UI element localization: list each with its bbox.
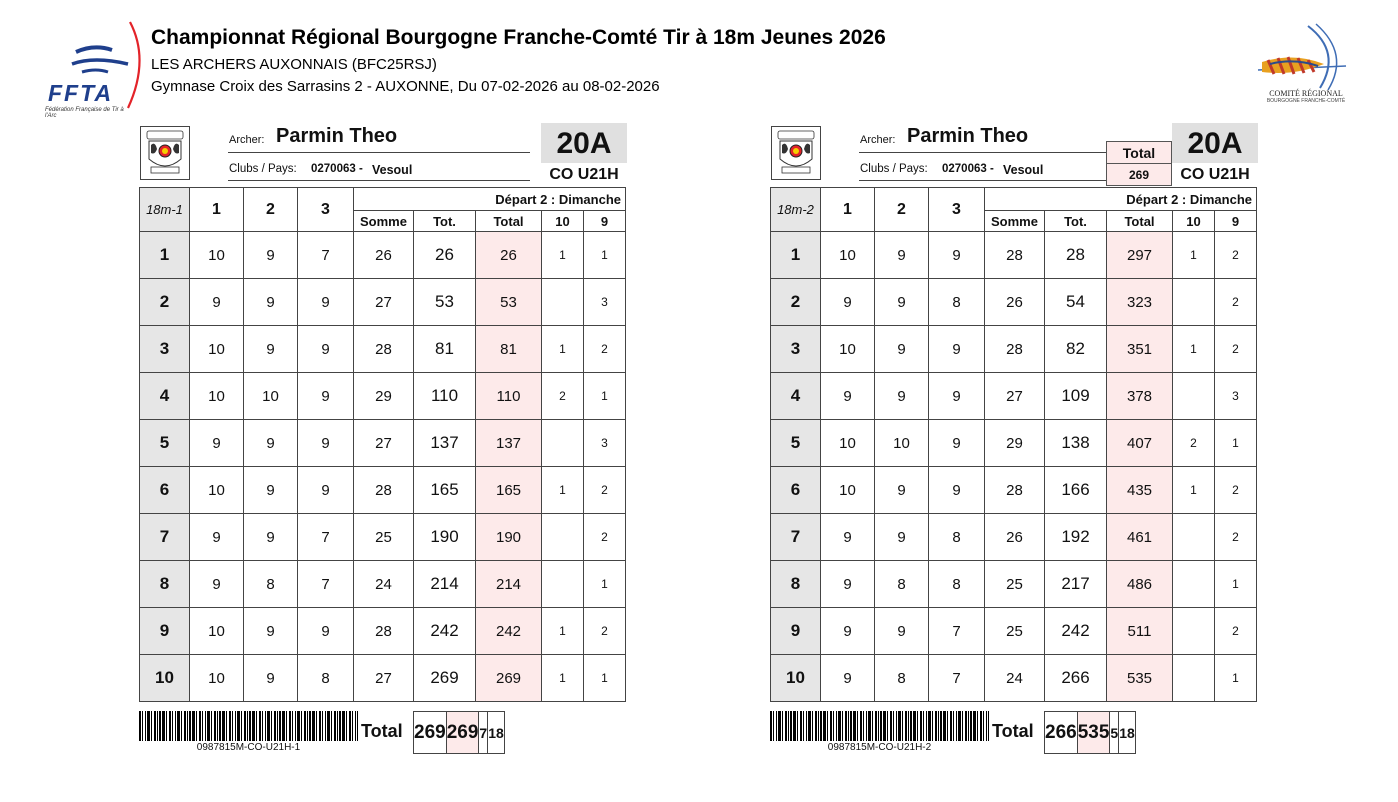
arrow-score: 9 [190,279,244,326]
arrow-score: 8 [244,561,298,608]
organizer: LES ARCHERS AUXONNAIS (BFC25RSJ) [151,56,437,73]
grand-total: 269 [446,712,479,754]
tens-count [542,279,584,326]
tens-count [542,561,584,608]
distance-running-total: 82 [1045,326,1107,373]
distance-running-total: 26 [414,232,476,279]
nines-count: 3 [584,420,626,467]
distance-total: 266 [1045,712,1078,754]
grand-total: 535 [1077,712,1110,754]
arrow-score: 9 [190,561,244,608]
tens-count: 1 [1173,326,1215,373]
tens-count: 1 [1173,467,1215,514]
distance-running-total: 53 [414,279,476,326]
arrow-score: 9 [244,608,298,655]
column-header: 10 [1173,211,1215,232]
footer-total-label: Total [361,721,403,741]
running-total: 378 [1107,373,1173,420]
arrow-score: 9 [190,514,244,561]
running-total: 486 [1107,561,1173,608]
end-sum: 25 [354,514,414,561]
end-sum: 27 [354,279,414,326]
column-header: Total [476,211,542,232]
arrow-score: 10 [821,326,875,373]
target-number: 20A [1172,123,1258,163]
arrow-score: 8 [929,561,985,608]
arrow-score: 9 [929,326,985,373]
running-total: 110 [476,373,542,420]
divider [228,152,530,153]
end-sum: 28 [985,232,1045,279]
distance-running-total: 28 [1045,232,1107,279]
arrow-score: 9 [298,326,354,373]
end-row [140,514,626,561]
archer-name: Parmin Theo [907,125,1029,147]
arrow-score: 9 [875,279,929,326]
arrow-score: 9 [298,608,354,655]
arrow-score: 9 [929,373,985,420]
barcode [770,711,989,741]
end-number: 6 [771,467,821,514]
end-row [140,279,626,326]
end-row [771,373,1257,420]
running-total: 535 [1107,655,1173,702]
arrow-score: 8 [875,655,929,702]
end-sum: 28 [354,326,414,373]
tens-count: 1 [542,467,584,514]
barcode-label: 0987815M-CO-U21H-1 [196,742,301,753]
footer-totals [413,711,504,754]
arrow-score: 9 [244,326,298,373]
arrow-score: 7 [929,608,985,655]
nines-count: 1 [1215,655,1257,702]
footer-totals [1044,711,1135,754]
running-total: 190 [476,514,542,561]
arrow-score: 9 [244,514,298,561]
distance-running-total: 109 [1045,373,1107,420]
tens-count [1173,608,1215,655]
end-number: 6 [140,467,190,514]
end-number: 8 [140,561,190,608]
running-total: 242 [476,608,542,655]
end-number: 1 [771,232,821,279]
end-sum: 24 [354,561,414,608]
end-sum: 27 [354,655,414,702]
running-total: 26 [476,232,542,279]
nines-count: 1 [1215,561,1257,608]
end-sum: 25 [985,608,1045,655]
tens-count: 1 [1173,232,1215,279]
target-number: 20A [541,123,627,163]
archer-name: Parmin Theo [276,125,398,147]
running-total: 137 [476,420,542,467]
archer-label: Archer: [860,134,896,146]
arrow-score: 7 [929,655,985,702]
club-logo [140,126,190,180]
arrow-score: 9 [821,373,875,420]
nines-count: 1 [1215,420,1257,467]
column-header: Somme [354,211,414,232]
arrow-score: 9 [244,232,298,279]
distance-running-total: 192 [1045,514,1107,561]
distance-running-total: 269 [414,655,476,702]
arrow-score: 9 [821,514,875,561]
club-name: Vesoul [372,163,413,177]
category-label: CO U21H [549,166,619,183]
end-sum: 26 [985,279,1045,326]
arrow-score: 8 [875,561,929,608]
end-number: 9 [771,608,821,655]
distance-running-total: 266 [1045,655,1107,702]
arrow-score: 10 [821,467,875,514]
arrow-score: 9 [821,279,875,326]
tens-count: 1 [542,232,584,279]
club-name: Vesoul [1003,163,1044,177]
tens-count [1173,514,1215,561]
nines-total: 18 [488,712,505,754]
tens-count: 2 [542,373,584,420]
end-row [140,373,626,420]
arrow-column-header: 1 [821,188,875,232]
end-sum: 28 [354,608,414,655]
session-label: Départ 2 : Dimanche [985,188,1257,211]
running-total: 297 [1107,232,1173,279]
column-header: 9 [584,211,626,232]
tens-total: 7 [479,712,488,754]
arrow-column-header: 1 [190,188,244,232]
venue-dates: Gymnase Croix des Sarrasins 2 - AUXONNE, Du 07-02-2026 au 08-02-2026 [151,78,660,95]
archer-label: Archer: [229,134,265,146]
end-number: 10 [140,655,190,702]
end-sum: 28 [985,467,1045,514]
club-logo [771,126,821,180]
tens-count [1173,561,1215,608]
distance-total: 269 [414,712,447,754]
nines-count: 2 [1215,279,1257,326]
end-row [140,232,626,279]
tens-total: 5 [1110,712,1119,754]
session-label: Départ 2 : Dimanche [354,188,626,211]
arrow-score: 9 [929,467,985,514]
arrow-score: 9 [244,279,298,326]
end-sum: 25 [985,561,1045,608]
nines-count: 2 [1215,467,1257,514]
arrow-column-header: 3 [929,188,985,232]
tens-count: 1 [542,655,584,702]
club-code: 0270063 - [942,163,994,175]
arrow-score: 9 [875,373,929,420]
arrow-score: 10 [244,373,298,420]
arrow-score: 9 [821,561,875,608]
nines-count: 1 [584,373,626,420]
running-total: 81 [476,326,542,373]
ffta-subtitle: Fédération Française de Tir à l'Arc [45,107,124,119]
arrow-score: 9 [875,467,929,514]
running-total: 461 [1107,514,1173,561]
running-total: 214 [476,561,542,608]
distance-running-total: 165 [414,467,476,514]
end-row [771,232,1257,279]
arrow-score: 9 [190,420,244,467]
arrow-score: 9 [244,655,298,702]
score-table [770,187,1257,702]
end-number: 2 [140,279,190,326]
nines-count: 2 [584,514,626,561]
arrow-score: 10 [821,420,875,467]
arrow-score: 10 [190,608,244,655]
arrow-score: 10 [190,373,244,420]
nines-count: 2 [584,467,626,514]
archer-identity [771,126,1160,182]
running-total: 165 [476,467,542,514]
end-row [771,561,1257,608]
end-sum: 26 [354,232,414,279]
arrow-score: 9 [298,373,354,420]
tens-count: 2 [1173,420,1215,467]
end-row [140,326,626,373]
nines-count: 3 [1215,373,1257,420]
tens-count [542,514,584,561]
end-row [771,420,1257,467]
footer-total-label: Total [992,721,1034,741]
arrow-score: 7 [298,232,354,279]
end-row [771,326,1257,373]
regional-logo-line1: COMITÉ RÉGIONAL [1269,89,1343,98]
tens-count [1173,373,1215,420]
end-number: 1 [140,232,190,279]
end-row [771,467,1257,514]
arrow-score: 9 [821,608,875,655]
score-sheet-1 [139,0,639,802]
arrow-score: 9 [875,608,929,655]
arrow-score: 8 [929,279,985,326]
nines-count: 2 [584,326,626,373]
end-number: 4 [140,373,190,420]
arrow-score: 9 [298,279,354,326]
end-number: 10 [771,655,821,702]
distance-running-total: 54 [1045,279,1107,326]
barcode-label: 0987815M-CO-U21H-2 [827,742,932,753]
end-sum: 28 [354,467,414,514]
archer-identity [140,126,529,182]
arrow-score: 9 [244,467,298,514]
distance-running-total: 217 [1045,561,1107,608]
arrow-score: 9 [929,420,985,467]
nines-count: 3 [584,279,626,326]
column-header: Tot. [414,211,476,232]
running-total: 351 [1107,326,1173,373]
nines-count: 2 [584,608,626,655]
column-header: Tot. [1045,211,1107,232]
arrow-score: 8 [298,655,354,702]
end-sum: 28 [985,326,1045,373]
end-number: 3 [140,326,190,373]
nines-count: 2 [1215,326,1257,373]
ffta-logo-text: FFTA [48,80,114,106]
end-row [140,420,626,467]
arrow-score: 7 [298,514,354,561]
end-number: 7 [140,514,190,561]
arrow-score: 10 [190,655,244,702]
arrow-score: 10 [875,420,929,467]
divider [228,180,530,181]
end-row [771,608,1257,655]
distance-label: 18m-2 [771,188,821,232]
arrow-score: 10 [190,326,244,373]
arrow-score: 10 [190,232,244,279]
end-sum: 29 [354,373,414,420]
score-table [139,187,626,702]
arrow-score: 9 [821,655,875,702]
end-number: 3 [771,326,821,373]
previous-total-value: 269 [1107,164,1171,185]
end-number: 7 [771,514,821,561]
end-row [140,467,626,514]
running-total: 323 [1107,279,1173,326]
column-header: 9 [1215,211,1257,232]
club-label: Clubs / Pays: [229,163,297,175]
distance-label: 18m-1 [140,188,190,232]
distance-running-total: 137 [414,420,476,467]
arrow-score: 8 [929,514,985,561]
arrow-score: 9 [875,514,929,561]
nines-count: 2 [1215,514,1257,561]
running-total: 53 [476,279,542,326]
arrow-score: 9 [929,232,985,279]
distance-running-total: 190 [414,514,476,561]
category-label: CO U21H [1180,166,1250,183]
end-sum: 27 [985,373,1045,420]
target-category-box [541,123,627,186]
distance-running-total: 110 [414,373,476,420]
arrow-column-header: 2 [244,188,298,232]
arrow-column-header: 3 [298,188,354,232]
tens-count [1173,279,1215,326]
tens-count: 1 [542,326,584,373]
distance-running-total: 81 [414,326,476,373]
end-row [771,655,1257,702]
column-header: 10 [542,211,584,232]
arrow-score: 7 [298,561,354,608]
previous-total-label: Total [1107,142,1171,164]
end-row [771,514,1257,561]
distance-running-total: 242 [414,608,476,655]
distance-running-total: 138 [1045,420,1107,467]
arrow-score: 10 [190,467,244,514]
tens-count: 1 [542,608,584,655]
end-row [140,655,626,702]
previous-total-box [1106,141,1172,186]
club-code: 0270063 - [311,163,363,175]
nines-count: 1 [584,232,626,279]
nines-count: 2 [1215,608,1257,655]
club-label: Clubs / Pays: [860,163,928,175]
running-total: 407 [1107,420,1173,467]
end-sum: 27 [354,420,414,467]
column-header: Total [1107,211,1173,232]
arrow-score: 9 [244,420,298,467]
end-number: 5 [140,420,190,467]
nines-count: 2 [1215,232,1257,279]
end-number: 4 [771,373,821,420]
nines-total: 18 [1119,712,1136,754]
distance-running-total: 214 [414,561,476,608]
arrow-score: 9 [875,232,929,279]
nines-count: 1 [584,655,626,702]
tens-count [1173,655,1215,702]
score-sheet-2 [770,0,1270,802]
running-total: 269 [476,655,542,702]
arrow-score: 9 [875,326,929,373]
running-total: 435 [1107,467,1173,514]
barcode [139,711,358,741]
arrow-score: 9 [298,467,354,514]
end-number: 9 [140,608,190,655]
end-number: 8 [771,561,821,608]
end-row [771,279,1257,326]
regional-logo-line2: BOURGOGNE FRANCHE-COMTÉ [1266,98,1346,104]
end-number: 5 [771,420,821,467]
tens-count [542,420,584,467]
target-category-box [1172,123,1258,186]
end-row [140,608,626,655]
end-sum: 24 [985,655,1045,702]
end-number: 2 [771,279,821,326]
arrow-score: 9 [298,420,354,467]
running-total: 511 [1107,608,1173,655]
end-sum: 26 [985,514,1045,561]
end-sum: 29 [985,420,1045,467]
end-row [140,561,626,608]
distance-running-total: 166 [1045,467,1107,514]
arrow-score: 10 [821,232,875,279]
arrow-column-header: 2 [875,188,929,232]
column-header: Somme [985,211,1045,232]
nines-count: 1 [584,561,626,608]
distance-running-total: 242 [1045,608,1107,655]
page-title: Championnat Régional Bourgogne Franche-Comté Tir à 18m Jeunes 2026 [151,26,886,49]
